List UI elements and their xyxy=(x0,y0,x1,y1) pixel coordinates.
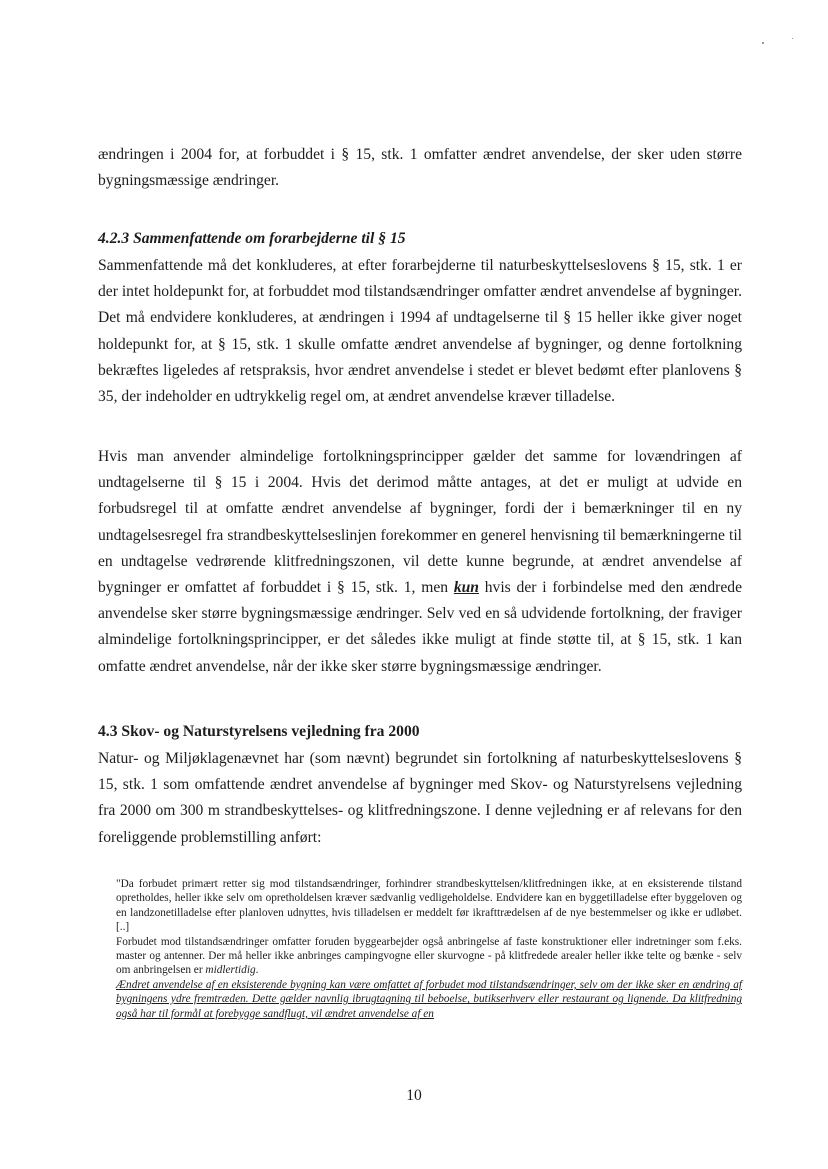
scan-speck xyxy=(762,42,764,44)
intro-paragraph-block xyxy=(98,142,742,194)
general-principles-paragraph-block xyxy=(98,444,742,680)
paragraph-text-part1: Hvis man anvender almindelige fortolkningsprincipper gælder det samme for lovændringen af undtagelserne til § 15 i 2004. Hvis det derimod måtte antages, at det er muligt at udvide en forbudsregel til at omfatte ændret anvendelse af bygninger, fordi der i bemærkninger til en ny undtagelsesregel fra strandbeskyttelseslinjen forekommer en generel henvisning til bemærkningerne til en undtagelse vedrørende klitfredningszonen, vil dette kunne begrunde, at ændret anvendelse af bygninger er omfattet af forbuddet i § 15, stk. 1, men xyxy=(98,448,742,597)
intro-paragraph: ændringen i 2004 for, at forbuddet i § 15, stk. 1 omfatter ændret anvendelse, der sker uden større bygningsmæssige ændringer. xyxy=(98,146,742,190)
general-principles-paragraph xyxy=(98,444,742,680)
section-4-2-3 xyxy=(98,229,742,410)
quote-text: Forbudet mod tilstandsændringer omfatter foruden byggearbejder også anbringelse af faste konstruktioner eller indretninger som f.eks. master og antenner. Der må heller ikke anbringes campingvogne eller skurvogne - på klitfredede arealer heller ikke telte og bænke - selv om anbringelsen er xyxy=(116,935,742,977)
section-paragraph: Sammenfattende må det konkluderes, at efter forarbejderne til naturbeskyttelseslovens § 15, stk. 1 er der intet holdepunkt for, at forbuddet mod tilstandsændringer omfatter ændret anvendelse af bygninger. Det må endvidere konkluderes, at ændringen i 1994 af undtagelserne til § 15 heller ikke giver noget holdepunkt for, at § 15, stk. 1 skulle omfatte ændret anvendelse af bygninger, og denne fortolkning bekræftes ligeledes af retspraksis, hvor ændret anvendelse i stedet er blevet bedømt efter planlovens § 35, der indeholder en udtrykkelig regel om, at ændret anvendelse kræver tilladelse. xyxy=(98,257,742,406)
quote-italic-word: midlertidig xyxy=(205,964,256,977)
section-heading: 4.3 Skov- og Naturstyrelsens vejledning fra 2000 xyxy=(98,723,420,740)
section-paragraph: Natur- og Miljøklagenævnet har (som nævnt) begrundet sin fortolkning af naturbeskyttelseslovens § 15, stk. 1 som omfattende ændret anvendelse af bygninger med Skov- og Naturstyrelsens vejledning fra 2000 om 300 m strandbeskyttelses- og klitfredningszone. I denne vejledning er af relevans for den foreliggende problemstilling anført: xyxy=(98,750,742,846)
quote-text: . xyxy=(255,964,259,977)
quote-underlined-paragraph: Ændret anvendelse af en eksisterende bygning kan være omfattet af forbudet mod tilstandsændringer, selv om der ikke sker en ændring af bygningens ydre fremtræden. Dette gælder navnlig ibrugtagning til beboelse, butikserhverv eller restaurant og lignende. Da klitfredning også har til formål at forebygge sandflugt, vil ændret anvendelse af en xyxy=(116,978,742,1020)
section-4-3 xyxy=(98,722,742,851)
section-heading: 4.2.3 Sammenfattende om forarbejderne til § 15 xyxy=(98,230,406,247)
block-quote xyxy=(116,877,742,1021)
paragraph-text-part2: hvis der i forbindelse med den ændrede anvendelse sker større bygningsmæssige ændringer. Selv ved en så udvidende fortolkning, der fraviger almindelige fortolkningsprincipper, er det således ikke muligt at finde støtte til, at § 15, stk. 1 kan omfatte ændret anvendelse, når der ikke sker større bygningsmæssige ændringer. xyxy=(98,579,742,675)
quote-paragraph xyxy=(116,935,742,978)
page-number: 10 xyxy=(406,1087,422,1104)
scan-speck xyxy=(792,38,793,39)
emphasized-word: kun xyxy=(453,579,479,597)
quote-paragraph: "Da forbudet primært retter sig mod tilstandsændringer, forhindrer strandbeskyttelsen/klitfredningen ikke, at en eksisterende tilstand opretholdes, heller ikke selv om opretholdelsen kræver sædvanlig vedligeholdelse. Endvidere kan en byggetilladelse efter byggeloven og en landzonetilladelse efter planloven udnyttes, hvis tilladelsen er meddelt før ikrafttrædelsen af de nye bestemmelser og ikke er udløbet. [..] xyxy=(116,878,742,934)
